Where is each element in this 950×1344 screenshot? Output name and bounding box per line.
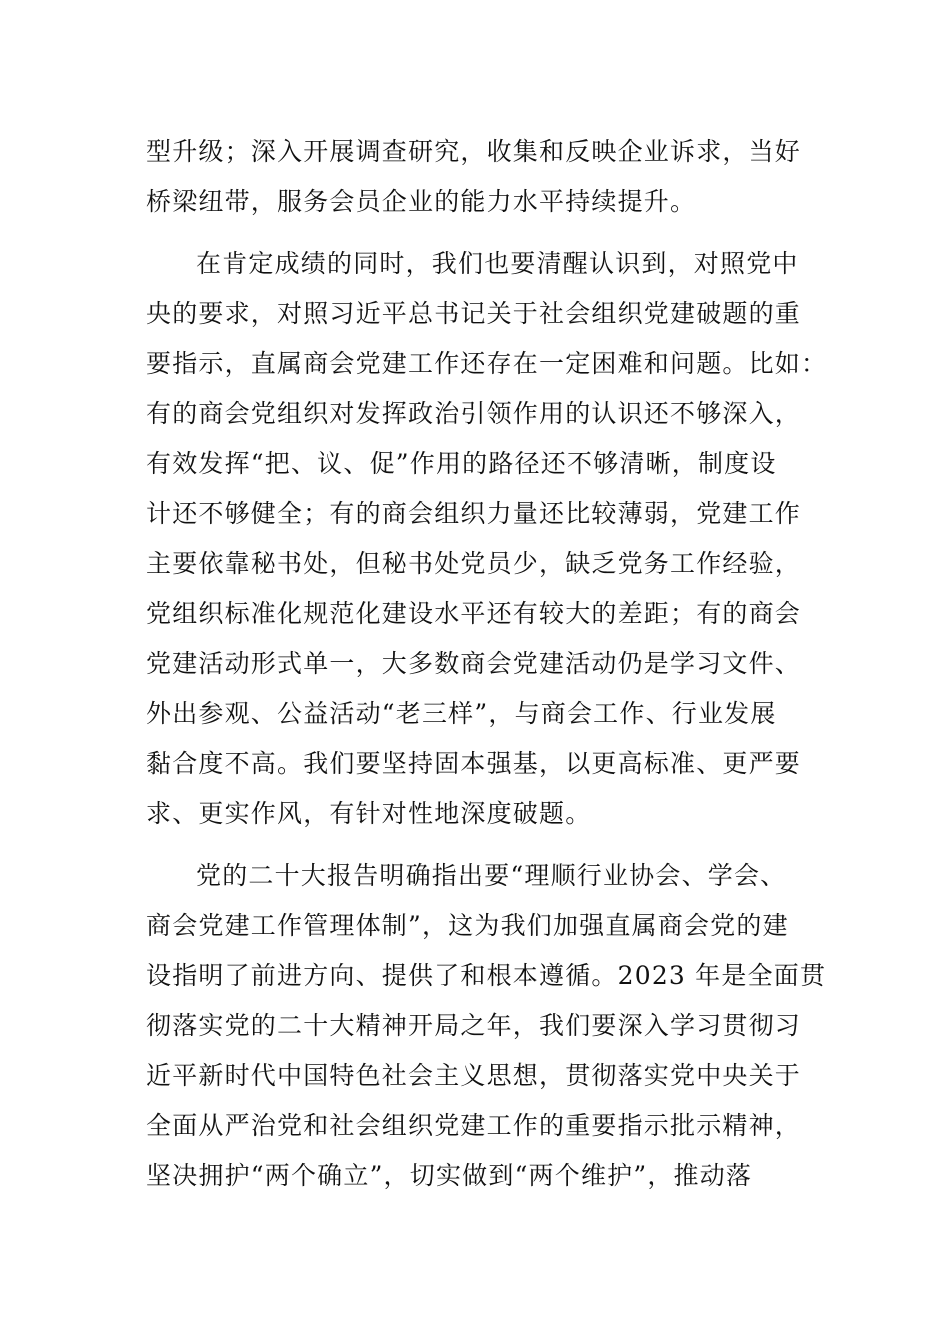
paragraph-line: 近平新时代中国特色社会主义思想，贯彻落实党中央关于 — [146, 1061, 802, 1090]
paragraph-line: 黏合度不高。我们要坚持固本强基，以更高标准、更严要 — [146, 749, 802, 778]
paragraph-line: 有的商会党组织对发挥政治引领作用的认识还不够深入， — [146, 399, 802, 428]
paragraph-line: 党组织标准化规范化建设水平还有较大的差距；有的商会 — [146, 599, 802, 628]
paragraph-line: 在肯定成绩的同时，我们也要清醒认识到，对照党中 — [196, 249, 799, 278]
paragraph-line: 坚决拥护“两个确立”，切实做到“两个维护”，推动落 — [146, 1161, 753, 1190]
paragraph-line: 计还不够健全；有的商会组织力量还比较薄弱，党建工作 — [146, 499, 802, 528]
paragraph-line: 型升级；深入开展调查研究，收集和反映企业诉求，当好 — [146, 137, 802, 166]
paragraph-line: 设指明了前进方向、提供了和根本遵循。2023 年是全面贯 — [146, 961, 827, 990]
paragraph-line: 党建活动形式单一，大多数商会党建活动仍是学习文件、 — [146, 649, 802, 678]
paragraph-line: 有效发挥“把、议、促”作用的路径还不够清晰，制度设 — [146, 449, 777, 478]
paragraph-line: 党的二十大报告明确指出要“理顺行业协会、学会、 — [196, 861, 787, 890]
paragraph-line: 全面从严治党和社会组织党建工作的重要指示批示精神， — [146, 1111, 802, 1140]
paragraph-line: 商会党建工作管理体制”，这为我们加强直属商会党的建 — [146, 911, 789, 940]
paragraph-line: 求、更实作风，有针对性地深度破题。 — [146, 799, 592, 828]
paragraph-line: 央的要求，对照习近平总书记关于社会组织党建破题的重 — [146, 299, 802, 328]
paragraph-line: 外出参观、公益活动“老三样”，与商会工作、行业发展 — [146, 699, 777, 728]
paragraph-line: 主要依靠秘书处，但秘书处党员少，缺乏党务工作经验， — [146, 549, 802, 578]
paragraph-line: 要指示，直属商会党建工作还存在一定困难和问题。比如： — [146, 349, 828, 378]
paragraph-line: 彻落实党的二十大精神开局之年，我们要深入学习贯彻习 — [146, 1011, 802, 1040]
paragraph-line: 桥梁纽带，服务会员企业的能力水平持续提升。 — [146, 187, 697, 216]
